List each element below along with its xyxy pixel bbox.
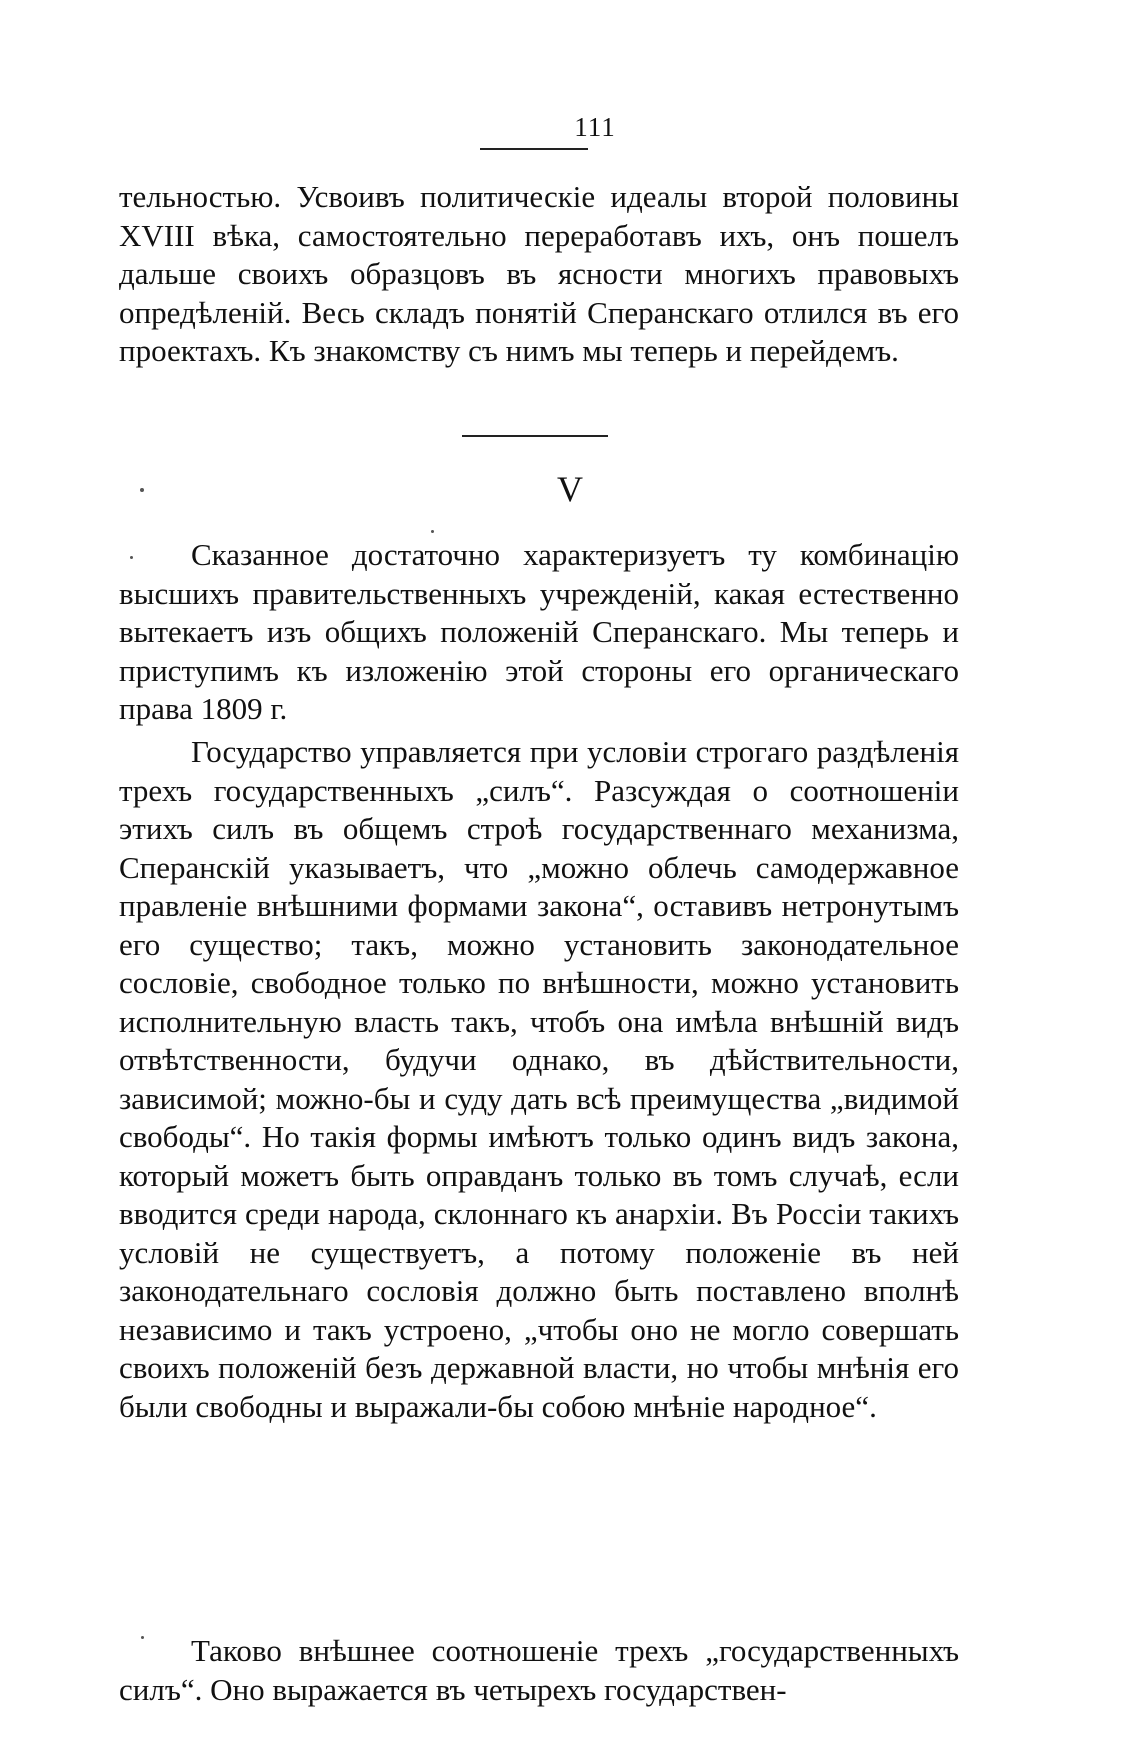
section-heading-numeral: V <box>557 469 583 509</box>
page-number: 111 <box>574 112 616 142</box>
paragraph-main: Государство управляется при условіи строгаго раздѣленія трехъ государственныхъ „силъ“. Разсуждая о соотношеніи этихъ силъ въ общемъ строѣ государственнаго механизма, Сперанскій указываетъ, что „можно облечь самодержавное правленіе внѣшними формами закона“, оставивъ нетронутымъ его существо; такъ, можно установить законодательное сословіе, свободное только по внѣшности, можно установить исполнительную власть такъ, чтобъ она имѣла внѣшній видъ отвѣтственности, будучи однако, въ дѣйствительности, зависимой; можно-бы и суду дать всѣ преимущества „видимой свободы“. Но такія формы имѣютъ только одинъ видъ закона, который можетъ быть оправданъ только въ томъ случаѣ, если вводится среди народа, склоннаго къ анархіи. Въ Россіи такихъ условій не существуетъ, а потому положеніе въ ней законодательнаго сословія должно быть поставлено вполнѣ независимо и такъ устроено, „чтобы оно не могло совершать своихъ положеній безъ державной власти, но чтобы мнѣнія его были свободны и выражали-бы собою мнѣніе народное“. <box>119 734 959 1424</box>
scan-speck <box>140 488 144 492</box>
page-number-underline <box>480 148 588 150</box>
scan-speck <box>130 556 133 559</box>
section-heading <box>0 468 1140 510</box>
section-divider <box>462 435 608 437</box>
paragraph-intro: Сказанное достаточно характеризуетъ ту комбинацію высшихъ правительственныхъ учрежденій, какая естественно вытекаетъ изъ общихъ положеній Сперанскаго. Мы теперь и приступимъ къ изложенію этой стороны его органическаго права 1809 г. <box>119 537 959 726</box>
paragraph-continuation: тельностью. Усвоивъ политическіе идеалы второй половины XVIII вѣка, самостоятельно переработавъ ихъ, онъ пошелъ дальше своихъ образцовъ въ ясности многихъ правовыхъ опредѣленій. Весь складъ понятій Сперанскаго отлился въ его проектахъ. Къ знакомству съ нимъ мы теперь и перейдемъ. <box>119 179 959 368</box>
scan-speck <box>431 530 434 533</box>
paragraph-final: Таково внѣшнее соотношеніе трехъ „государственныхъ силъ“. Оно выражается въ четырехъ государствен- <box>119 1633 959 1707</box>
scan-speck <box>141 1636 144 1639</box>
page-number-container <box>0 112 1140 143</box>
